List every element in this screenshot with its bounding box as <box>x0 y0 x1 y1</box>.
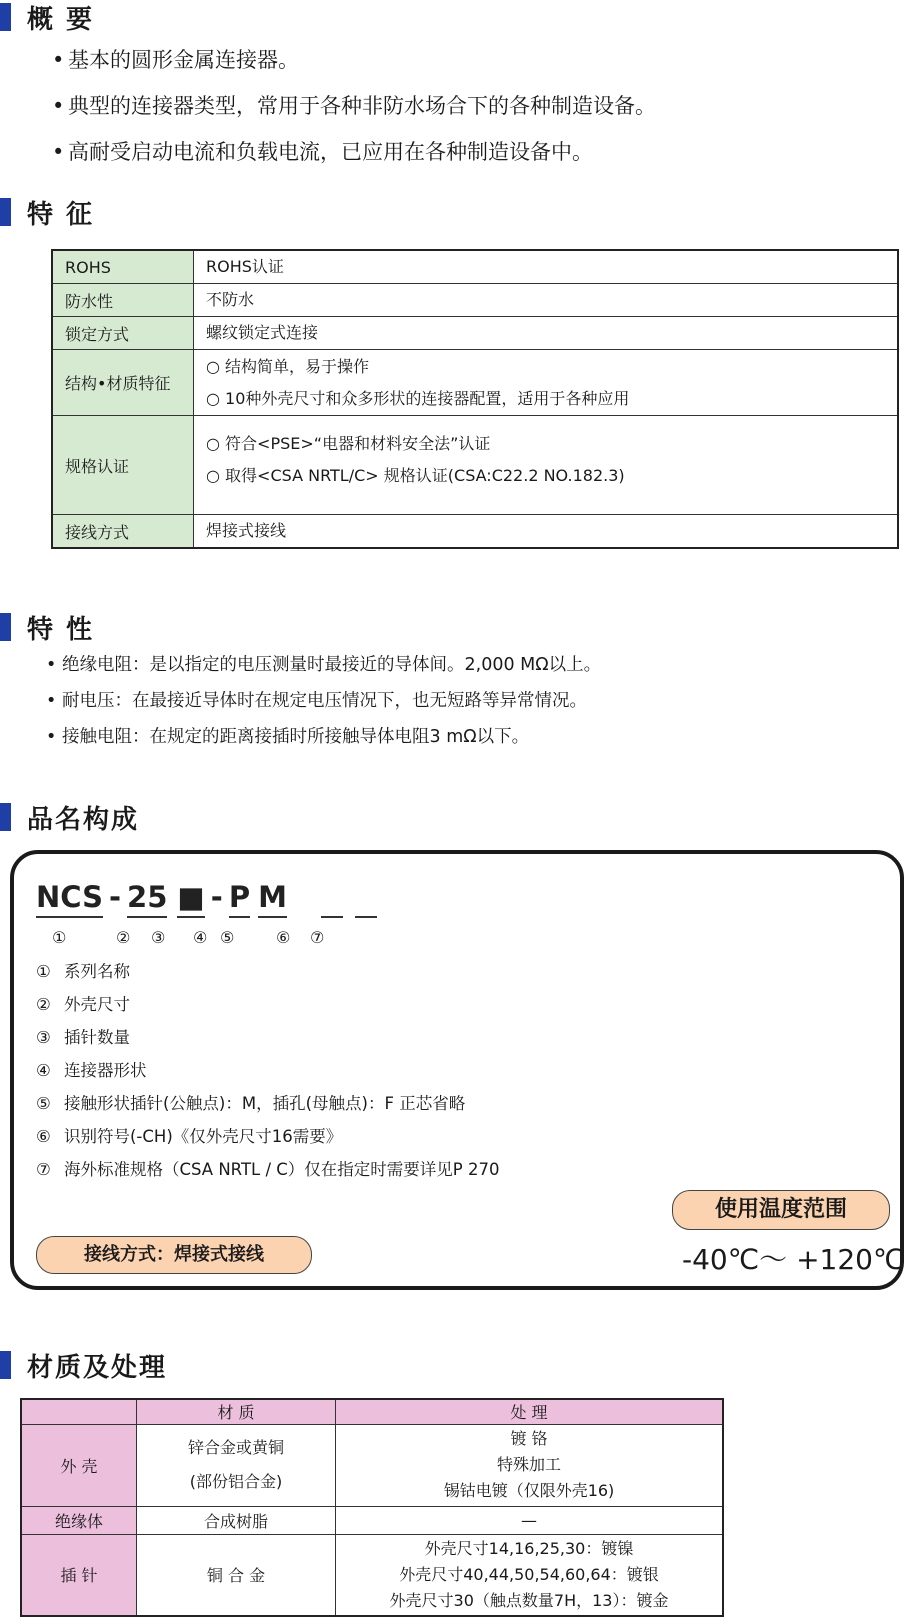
feature-value: 不防水 <box>194 284 899 317</box>
features-heading <box>0 195 94 229</box>
part-number-heading <box>0 800 139 834</box>
finish-cell: 外壳尺寸14,16,25,30：镀镍 外壳尺寸40,44,50,54,60,64：镀银 外壳尺寸30（触点数量7H，13）：镀金 <box>336 1534 724 1616</box>
finish-cell: — <box>336 1506 724 1534</box>
finish-cell: 镀 铬 特殊加工 锡钴电镀（仅限外壳16) <box>336 1424 724 1506</box>
feature-value: 焊接式接线 <box>194 515 899 549</box>
part-number-heading-text: 品名构成 <box>27 804 140 835</box>
list-item: ② 外壳尺寸 <box>36 995 130 1014</box>
num-5: ⑤ <box>220 928 235 947</box>
part-cell: 外 壳 <box>21 1424 137 1506</box>
feature-label: 接线方式 <box>52 515 194 549</box>
feature-value: ROHS认证 <box>194 250 899 284</box>
num-3: ③ <box>151 928 166 947</box>
num-6: ⑥ <box>276 928 291 947</box>
part-code <box>36 880 377 918</box>
list-item: ① 系列名称 <box>36 962 130 981</box>
temp-range-value: -40℃～ +120℃ <box>682 1243 905 1276</box>
overview-heading <box>0 0 94 34</box>
list-item: ⑤ 接触形状插针(公触点)：M，插孔(母触点)：F 正芯省略 <box>36 1094 466 1113</box>
feature-label: 防水性 <box>52 284 194 317</box>
part-cell: 绝缘体 <box>21 1506 137 1534</box>
material-cell: 铜 合 金 <box>137 1534 336 1616</box>
characteristics-heading <box>0 610 94 644</box>
num-4: ④ <box>193 928 208 947</box>
feature-label: 锁定方式 <box>52 317 194 350</box>
header-cell: 材 质 <box>137 1399 336 1424</box>
code-series: NCS <box>36 880 103 918</box>
feature-label: 结构•材质特征 <box>52 350 194 416</box>
code-dash: - <box>210 880 223 914</box>
heading-bar <box>0 613 11 641</box>
code-blank-7 <box>355 880 377 918</box>
features-table <box>51 249 899 549</box>
materials-heading-text: 材质及处理 <box>27 1352 168 1383</box>
code-size: 25 <box>127 880 167 918</box>
overview-list <box>52 37 656 175</box>
list-item: ④ 连接器形状 <box>36 1061 147 1080</box>
list-item: • 绝缘电阻：是以指定的电压测量时最接近的导体间。2,000 MΩ以上。 <box>46 655 602 675</box>
materials-heading <box>0 1348 167 1382</box>
temp-range-pill: 使用温度范围 <box>672 1190 890 1230</box>
overview-heading-text: 概 要 <box>27 4 95 35</box>
list-item: • 典型的连接器类型，常用于各种非防水场合下的各种制造设备。 <box>52 94 656 118</box>
characteristics-list <box>46 647 601 755</box>
list-item: • 高耐受启动电流和负载电流，已应用在各种制造设备中。 <box>52 140 593 164</box>
header-cell: 处 理 <box>336 1399 724 1424</box>
material-cell: 锌合金或黄铜 (部份铝合金) <box>137 1424 336 1506</box>
header-cell <box>21 1399 137 1424</box>
heading-bar <box>0 3 11 31</box>
code-contact: M <box>258 880 287 918</box>
feature-value: ○ 结构简单，易于操作 ○ 10种外壳尺寸和众多形状的连接器配置，适用于各种应用 <box>194 350 899 416</box>
materials-table <box>20 1398 724 1617</box>
list-item: ⑦ 海外标准规格（CSA NRTL / C）仅在指定时需要详见P 270 <box>36 1160 500 1179</box>
list-item: • 接触电阻：在规定的距离接插时所接触导体电阻3 mΩ以下。 <box>46 727 530 747</box>
list-item: • 耐电压：在最接近导体时在规定电压情况下，也无短路等异常情况。 <box>46 691 587 711</box>
list-item: ③ 插针数量 <box>36 1028 130 1047</box>
material-cell: 合成树脂 <box>137 1506 336 1534</box>
part-legend <box>36 955 499 1186</box>
list-item: • 基本的圆形金属连接器。 <box>52 48 299 72</box>
feature-label: 规格认证 <box>52 416 194 515</box>
features-heading-text: 特 征 <box>27 199 95 230</box>
code-shape: P <box>229 880 250 918</box>
code-blank-6 <box>321 880 343 918</box>
num-2: ② <box>116 928 131 947</box>
num-1: ① <box>52 928 67 947</box>
wiring-pill: 接线方式：焊接式接线 <box>36 1236 312 1274</box>
code-dash: - <box>108 880 122 914</box>
part-cell: 插 针 <box>21 1534 137 1616</box>
num-7: ⑦ <box>310 928 325 947</box>
heading-bar <box>0 198 11 226</box>
feature-label: ROHS <box>52 250 194 284</box>
characteristics-heading-text: 特 性 <box>27 614 95 645</box>
heading-bar <box>0 803 11 831</box>
feature-value: ○ 符合<PSE>“电器和材料安全法”认证 ○ 取得<CSA NRTL/C> 规格认证(CSA:C22.2 NO.182.3) <box>194 416 899 515</box>
list-item: ⑥ 识别符号(-CH)《仅外壳尺寸16需要》 <box>36 1127 343 1146</box>
feature-value: 螺纹锁定式连接 <box>194 317 899 350</box>
heading-bar <box>0 1351 11 1379</box>
code-pins: ■ <box>177 880 204 918</box>
